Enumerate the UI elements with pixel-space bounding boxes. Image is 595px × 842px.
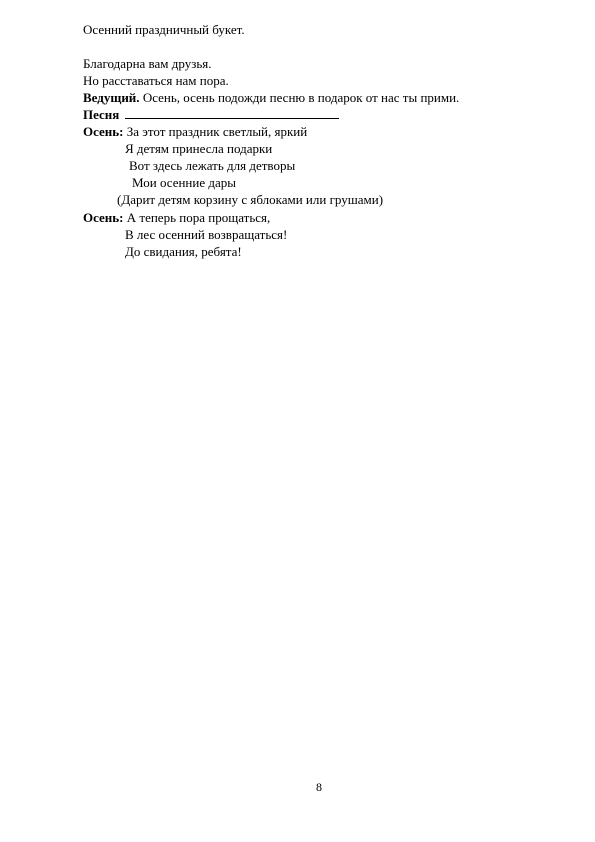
speaker-label: Осень:: [83, 124, 124, 139]
speaker-line: [83, 90, 459, 106]
text-line: Благодарна вам друзья.: [83, 56, 212, 71]
speaker-label: Осень:: [83, 210, 124, 225]
song-line: [83, 107, 339, 123]
line-text: Осень, осень подожди песню в подарок от нас ты прими.: [139, 90, 460, 105]
blank-underline: [125, 107, 339, 119]
line-text: За этот праздник светлый, яркий: [123, 124, 308, 139]
text-line: Но расставаться нам пора.: [83, 73, 229, 88]
verse-line: Мои осенние дары: [132, 175, 236, 190]
verse-line: В лес осенний возвращаться!: [125, 227, 288, 242]
stage-direction: (Дарит детям корзину с яблоками или грушами): [117, 192, 384, 207]
verse-line: Я детям принесла подарки: [125, 141, 273, 156]
line-text: А теперь пора прощаться,: [123, 210, 271, 225]
song-label: Песня: [83, 107, 120, 122]
speaker-label: Ведущий.: [83, 90, 140, 105]
page-number: 8: [316, 780, 322, 794]
document-title: Осенний праздничный букет.: [83, 22, 245, 37]
verse-line: Вот здесь лежать для детворы: [129, 158, 296, 173]
verse-line: До свидания, ребята!: [125, 244, 242, 259]
speaker-line: [83, 210, 270, 226]
speaker-line: [83, 124, 307, 140]
